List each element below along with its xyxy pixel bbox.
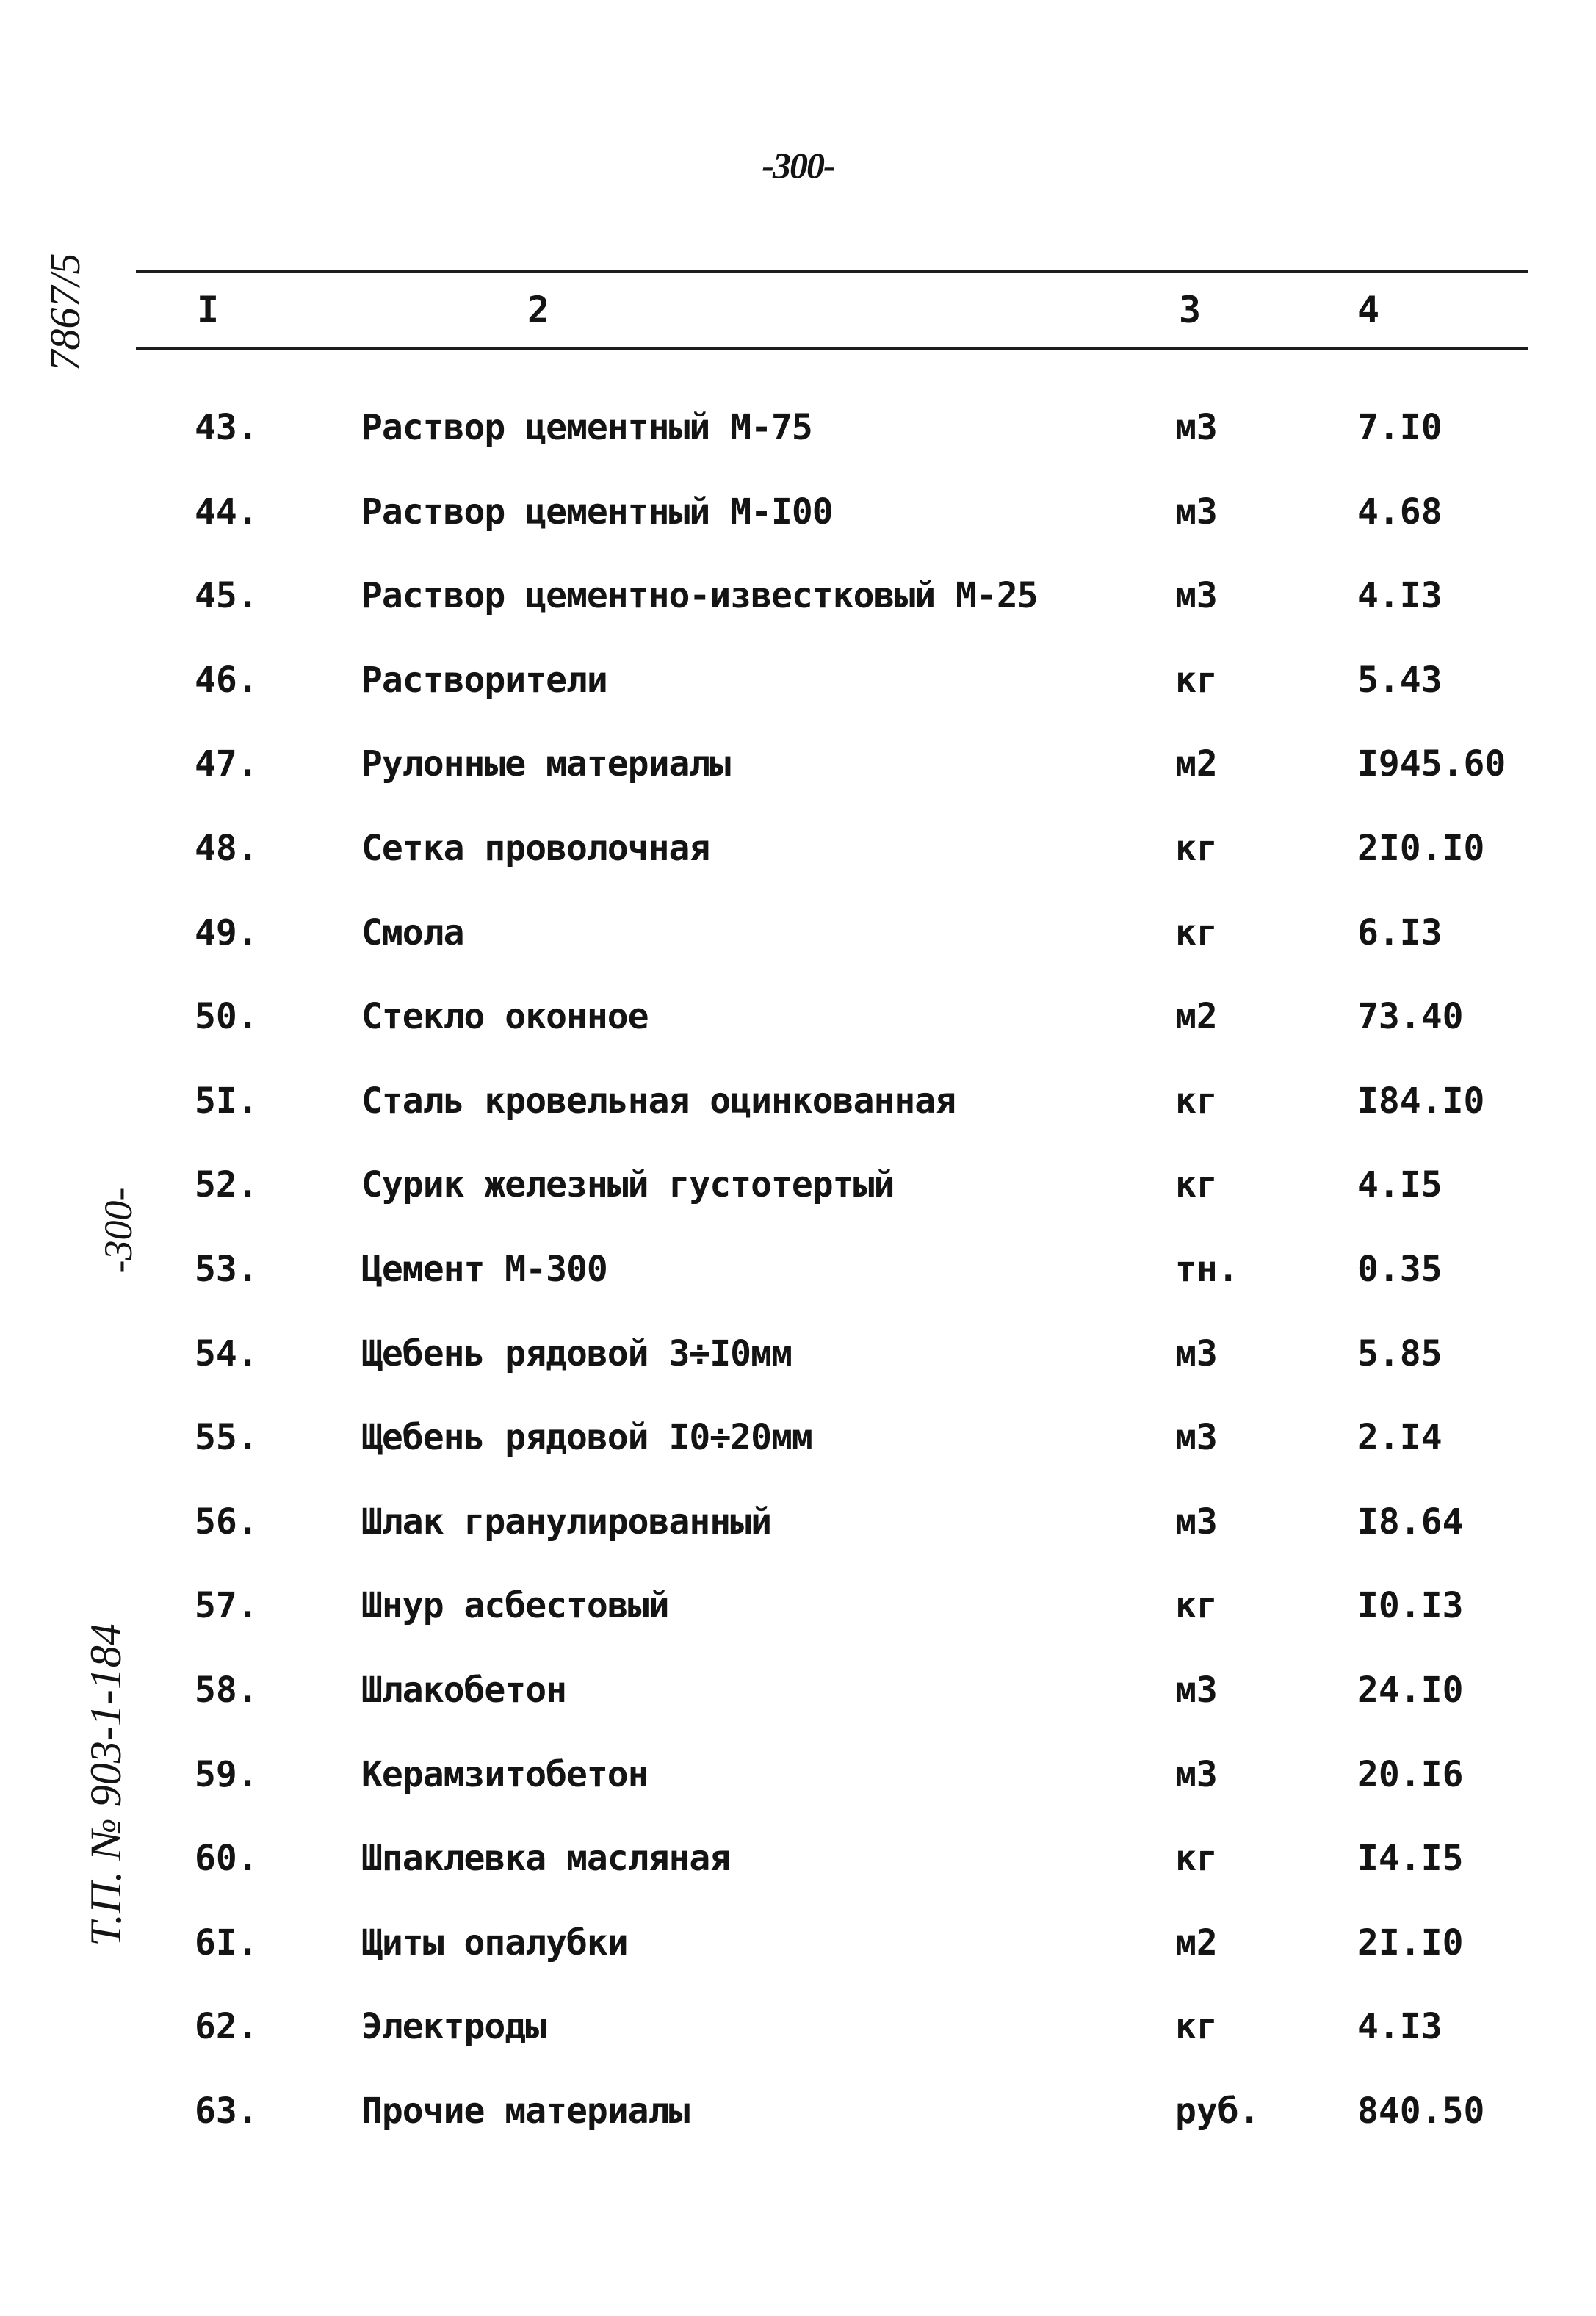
- header-col-1: I: [197, 289, 220, 331]
- quantity: 4.I3: [1357, 2006, 1442, 2048]
- material-name: Сурик железный густотертый: [361, 1164, 895, 1206]
- material-name: Шнур асбестовый: [361, 1585, 669, 1627]
- margin-note-archive-number: 7867/5: [41, 253, 89, 372]
- row-number: 5I.: [195, 1080, 259, 1122]
- unit: кг: [1175, 2006, 1218, 2048]
- material-name: Щиты опалубки: [361, 1922, 628, 1963]
- row-number: 46.: [195, 659, 259, 701]
- unit: м3: [1175, 491, 1218, 533]
- table-row: [0, 1329, 1596, 1413]
- quantity: 2I0.I0: [1357, 827, 1485, 869]
- quantity: 5.85: [1357, 1332, 1442, 1374]
- row-number: 44.: [195, 491, 259, 533]
- material-name: Шлак гранулированный: [361, 1501, 771, 1543]
- row-number: 60.: [195, 1838, 259, 1880]
- row-number: 55.: [195, 1417, 259, 1459]
- quantity: I945.60: [1357, 743, 1506, 785]
- row-number: 54.: [195, 1332, 259, 1374]
- row-number: 56.: [195, 1501, 259, 1543]
- quantity: I84.I0: [1357, 1080, 1485, 1122]
- header-col-3: 3: [1179, 289, 1202, 331]
- row-number: 62.: [195, 2006, 259, 2048]
- margin-note-project-code: Т.П. № 903-1-184: [82, 1623, 130, 1947]
- material-name: Раствор цементно-известковый М-25: [361, 575, 1038, 617]
- header-col-2: 2: [527, 289, 550, 331]
- unit: м3: [1175, 1753, 1218, 1795]
- material-name: Растворители: [361, 659, 607, 701]
- table-row: [0, 403, 1596, 487]
- table-row: [0, 739, 1596, 823]
- quantity: 4.I5: [1357, 1164, 1442, 1206]
- table-row: [0, 992, 1596, 1076]
- table-row: [0, 487, 1596, 571]
- table-row: [0, 571, 1596, 655]
- material-name: Прочие материалы: [361, 2090, 690, 2132]
- material-name: Щебень рядовой I0÷20мм: [361, 1417, 812, 1459]
- unit: м3: [1175, 1417, 1218, 1459]
- quantity: 2I.I0: [1357, 1922, 1464, 1963]
- row-number: 43.: [195, 407, 259, 448]
- quantity: 4.68: [1357, 491, 1442, 533]
- unit: кг: [1175, 1080, 1218, 1122]
- table-row: [0, 1076, 1596, 1161]
- row-number: 49.: [195, 912, 259, 953]
- row-number: 48.: [195, 827, 259, 869]
- unit: м2: [1175, 996, 1218, 1038]
- table-row: [0, 1833, 1596, 1918]
- table-row: [0, 1160, 1596, 1244]
- quantity: 4.I3: [1357, 575, 1442, 617]
- table-row: [0, 1497, 1596, 1581]
- quantity: 5.43: [1357, 659, 1442, 701]
- margin-note-page-number: -300-: [96, 1187, 140, 1274]
- material-name: Шлакобетон: [361, 1669, 566, 1711]
- unit: кг: [1175, 659, 1218, 701]
- table-top-rule: [136, 270, 1528, 273]
- unit: м3: [1175, 1669, 1218, 1711]
- quantity: 24.I0: [1357, 1669, 1464, 1711]
- unit: м3: [1175, 1501, 1218, 1543]
- quantity: I0.I3: [1357, 1585, 1464, 1627]
- table-row: [0, 1244, 1596, 1329]
- row-number: 59.: [195, 1753, 259, 1795]
- table-row: [0, 1413, 1596, 1497]
- quantity: 6.I3: [1357, 912, 1442, 953]
- quantity: 7.I0: [1357, 407, 1442, 448]
- unit: кг: [1175, 912, 1218, 953]
- page-number: -300-: [762, 145, 834, 186]
- table-row: [0, 2086, 1596, 2171]
- row-number: 58.: [195, 1669, 259, 1711]
- row-number: 47.: [195, 743, 259, 785]
- unit: м3: [1175, 575, 1218, 617]
- material-name: Цемент М-300: [361, 1248, 607, 1290]
- quantity: 840.50: [1357, 2090, 1485, 2132]
- row-number: 57.: [195, 1585, 259, 1627]
- material-name: Шпаклевка масляная: [361, 1838, 731, 1880]
- quantity: 20.I6: [1357, 1753, 1464, 1795]
- material-name: Сталь кровельная оцинкованная: [361, 1080, 956, 1122]
- unit: м3: [1175, 407, 1218, 448]
- row-number: 52.: [195, 1164, 259, 1206]
- table-row: [0, 1918, 1596, 2002]
- unit: кг: [1175, 1585, 1218, 1627]
- material-name: Электроды: [361, 2006, 546, 2048]
- unit: м2: [1175, 743, 1218, 785]
- quantity: 73.40: [1357, 996, 1464, 1038]
- unit: м2: [1175, 1922, 1218, 1963]
- material-name: Раствор цементный М-I00: [361, 491, 833, 533]
- material-name: Стекло оконное: [361, 996, 649, 1038]
- table-row: [0, 2002, 1596, 2086]
- table-header-row: [0, 283, 1596, 334]
- quantity: 2.I4: [1357, 1417, 1442, 1459]
- unit: тн.: [1175, 1248, 1239, 1290]
- material-name: Керамзитобетон: [361, 1753, 649, 1795]
- material-name: Рулонные материалы: [361, 743, 731, 785]
- row-number: 45.: [195, 575, 259, 617]
- material-name: Сетка проволочная: [361, 827, 710, 869]
- material-name: Раствор цементный М-75: [361, 407, 812, 448]
- unit: руб.: [1175, 2090, 1260, 2132]
- materials-table-body: [0, 403, 1596, 2170]
- row-number: 6I.: [195, 1922, 259, 1963]
- row-number: 50.: [195, 996, 259, 1038]
- row-number: 53.: [195, 1248, 259, 1290]
- material-name: Щебень рядовой 3÷I0мм: [361, 1332, 792, 1374]
- table-row: [0, 1665, 1596, 1750]
- unit: кг: [1175, 827, 1218, 869]
- quantity: 0.35: [1357, 1248, 1442, 1290]
- table-row: [0, 823, 1596, 908]
- row-number: 63.: [195, 2090, 259, 2132]
- material-name: Смола: [361, 912, 464, 953]
- quantity: I4.I5: [1357, 1838, 1464, 1880]
- table-row: [0, 908, 1596, 992]
- quantity: I8.64: [1357, 1501, 1464, 1543]
- table-row: [0, 1750, 1596, 1834]
- table-row: [0, 1581, 1596, 1665]
- table-row: [0, 655, 1596, 740]
- header-col-4: 4: [1357, 289, 1380, 331]
- table-header-rule: [136, 347, 1528, 350]
- unit: м3: [1175, 1332, 1218, 1374]
- unit: кг: [1175, 1164, 1218, 1206]
- unit: кг: [1175, 1838, 1218, 1880]
